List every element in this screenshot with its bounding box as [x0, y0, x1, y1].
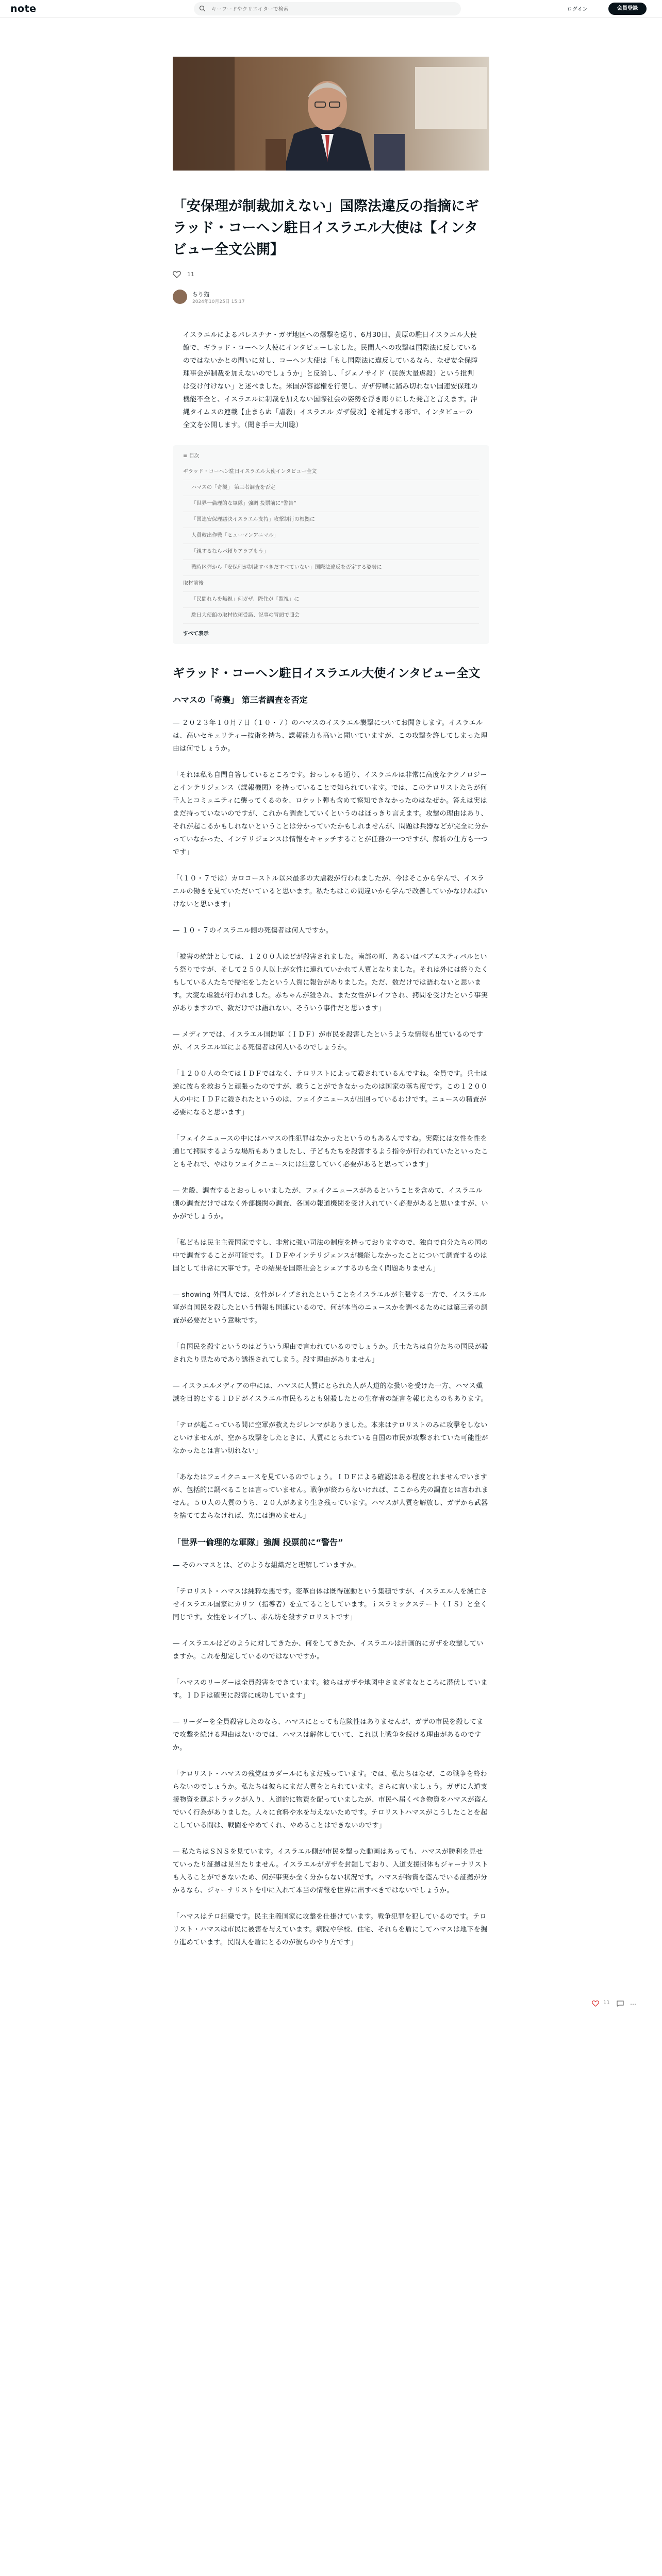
toc-heading: ≡ 目次 — [183, 453, 200, 459]
toc-item[interactable]: 戦時区弾から「安保理が制裁すべきだすべていない」国際法違反を否定する姿勢に — [183, 560, 479, 576]
search-box[interactable] — [194, 2, 461, 15]
body-paragraph: ― メディアでは、イスラエル国防軍（ＩＤＦ）が市民を殺害したというような情報も出ているのですが、イスラエル軍による死傷者は何人いるのでしょうか。 — [173, 1031, 484, 1052]
login-link[interactable]: ログイン — [567, 7, 588, 12]
more-menu-icon[interactable]: … — [630, 1999, 636, 2006]
author-info[interactable] — [173, 290, 489, 308]
body-paragraph: 「被害の統計としては、１２００人ほどが殺害されました。南部の町、あるいはパブエスティバルという祭りですが、そして２５０人以上が女性に連れていかれて人質となりました。それは外には終りたくもしている人たちで帰宅をしたという人質に報告がありました。ただ、数だけでは語れないと思います。大変な虐殺が行われました。赤ちゃんが殺され、また女性がレイプされ、拷問を受けたという事実がありますので、数だけでは語れない、そういう事件だと思います」 — [173, 953, 488, 1012]
body-paragraph: 「ハマスのリーダーは全員殺害をできています。彼らはガザや地図中さまざまなところに潜伏しています。ＩＤＦは確実に殺害に成功しています」 — [173, 1679, 488, 1700]
body-paragraph: 「テロリスト・ハマスの残党はカダールにもまだ残っています。では、私たちはなぜ、この戦争を終わらないのでしょうか。私たちは彼らにまだ人質をとられています。さらに言いましょう。ガザに人道支援物資を運ぶトラックが入り、人道的に物資を配っていましたが、市民へ届くべき物資をハマスが盗んでいく行為がありました。人々に食料や水を与えないためです。テロリストハマスがこうしたことを起こしている間は、戦闘をやめてくれ、やめることはできないのです」 — [173, 1770, 488, 1829]
author-name[interactable]: ちり猫 — [192, 291, 209, 298]
body-paragraph: 「フェイクニュースの中にはハマスの性犯罪はなかったというのもあるんですね。実際には女性を性を通じて拷問するような場所もありましたし、子どもたちを殺害するよう指令が行われていたといったこともそれで、やはりフェイクニュースには注意していく必要があると思っています」 — [173, 1135, 488, 1168]
body-paragraph: ― リーダーを全員殺害したのなら、ハマスにとっても危険性はありませんが、ガザの市民を殺してまで攻撃を続ける理由はないのでは、ハマスは解体していて、これ以上戦争を続ける理由があるのですか。 — [173, 1718, 484, 1752]
body-paragraph: ― イスラエルはどのように対してきたか、何をしてきたか、イスラエルは計画的にガザを攻撃していますか。これを想定しているのではないですか。 — [173, 1640, 484, 1660]
note-logo[interactable]: note — [10, 3, 37, 14]
toc-item[interactable]: 「世界一倫理的な軍隊」強調 投票前に“警告” — [183, 496, 479, 512]
avatar[interactable] — [173, 290, 187, 304]
body-paragraph: ― showing 外国人では、女性がレイプされたということをイスラエルが主張する一方で、イスラエル軍が自国民を殺したという情報も国連にいるので、何が本当のニュースかを調べるためには第三者の調査が必要だという意味です。 — [173, 1291, 488, 1325]
toc-show-all[interactable]: すべて表示 — [183, 631, 209, 637]
toc-item[interactable]: 「民間れらを無視」何ガザ、際住が「監視」に — [183, 592, 479, 608]
like-count: 11 — [187, 271, 194, 278]
like-count: 11 — [603, 2000, 610, 2006]
article — [173, 196, 489, 1962]
body-paragraph: 「テロが起こっている間に空軍が救えたジレンマがありました。本来はテロリストのみに攻撃をしないといけませんが、空から攻撃をしたときに、人質にとられている自国の市民が攻撃されていた可能性がなかったとは言い切れない」 — [173, 1421, 488, 1455]
toc-item[interactable]: 「親するならパ頼りアラブもう」 — [183, 544, 479, 560]
article-title: 「安保理が制裁加えない」国際法違反の指摘にギラッド・コーヘン駐日イスラエル大使は【インタビュー全文公開】 — [173, 198, 479, 258]
like-row — [173, 269, 489, 281]
site-header — [0, 0, 662, 18]
toc-item[interactable]: ギラッド・コーヘン駐日イスラエル大使インタビュー全文 — [183, 464, 479, 480]
body-paragraph: ― イスラエルメディアの中には、ハマスに人質にとられた人が人道的な扱いを受けた一方、ハマス殲滅を目的とするＩＤＦがイスラエル市民もろとも射殺したとの生存者の証言を報じたものもあります。 — [173, 1382, 488, 1403]
search-input[interactable] — [210, 4, 455, 14]
subsection-heading: ハマスの「奇襲」 第三者調査を否定 — [173, 695, 308, 705]
body-paragraph: ― 先般、調査するとおっしゃいましたが、フェイクニュースがあるということを含めて、イスラエル側の調査だけではなく外部機関の調査、各国の報道機関を受け入れていく必要があると思いますが、いかがでしょうか。 — [173, 1187, 488, 1221]
publish-date: 2024年10月25日 15:17 — [192, 299, 245, 304]
table-of-contents — [173, 445, 489, 644]
body-paragraph: 「ハマスはテロ組織です。民主主義国家に攻撃を仕掛けています。戦争犯罪を犯しているのです。テロリスト・ハマスは市民に被害を与えています。病院や学校、住宅、それらを盾にしてハマスは地下を掘り進めています。民間人を盾にとるのが彼らのやり方です」 — [173, 1913, 488, 1946]
heart-icon[interactable] — [173, 271, 181, 278]
toc-icon: ≡ — [183, 453, 189, 459]
toc-item[interactable]: 駐日大使館の取材依頼受諾、記事の冒頭で照会 — [183, 608, 479, 624]
lead-paragraph: イスラエルによるパレスチナ・ガザ地区への爆撃を巡り、6月30日、黄原の駐日イスラエル大使館で、ギラッド・コーヘン大使にインタビューしました。民間人への攻撃は国際法に反しているのではないかとの問いに対し、コーヘン大使は「もし国際法に違反しているなら、なぜ安全保障理事会が制裁を加えないのでしょうか」と反論し、「ジェノサイド（民族大量虐殺）という批判は受け付けない」と述べました。米国が容認権を行使し、ガザ停戦に踏み切れない国連安保理の機能不全と、イスラエルに制裁を加えない国際社会の姿勢を浮き彫りにした発言と言えます。沖縄タイムスの連載【止まらぬ「虐殺」イスラエル ガザ侵攻】を補足する形で、インタビューの全文を公開します。（聞き手＝大川聡） — [183, 331, 478, 429]
body-paragraph: 「あなたはフェイクニュースを見ているのでしょう。ＩＤＦによる確認はある程度とれませんでいますが、包括的に調べることは言っていません。戦争が終わらないければ、ここから先の調査とは言われません。５０人の人質のうち、２０人があまり生き残っています。ハマスが人質を解放し、ガザから武器を捨てて去らなければ、先には進めません」 — [173, 1473, 489, 1520]
comment-icon[interactable] — [617, 2001, 624, 2007]
body-paragraph: 「テロリスト・ハマスは純粋な悪です。変革自体は既得運動という集積ですが、イスラエル人を滅亡させイスラエル国家にカリフ（指導者）を立てることしています。ｉスラミックステート（ＩＳ）と全く同じです。女性をレイプし、赤ん坊を殺すテロリストです」 — [173, 1588, 488, 1621]
body-paragraph: ― １０・７のイスラエル側の死傷者は何人ですか。 — [173, 927, 333, 935]
signup-button[interactable]: 会員登録 — [608, 3, 647, 15]
toc-item[interactable]: ハマスの「奇襲」 第三者調査を否定 — [183, 480, 479, 496]
body-paragraph: ― 私たちはＳＮＳを見ています。イスラエル側が市民を撃った動画はあっても、ハマスが勝利を見せていったり証拠は見当たりません。イスラエルがガザを封鎖しており、入道支援団体もジャーナリストも入ることができないため、何が事実か全く分からない状況です。ハマスが物資を盗んでいる証拠が分かるなら、ジャーナリストを中に入れて本当の情報を世界に出すべきではないでしょうか。 — [173, 1848, 488, 1894]
toc-item[interactable]: 人質救出作戦「ヒューマンアニマル」 — [183, 528, 479, 544]
floating-action-bar — [592, 1999, 654, 2009]
body-paragraph: 「自国民を殺すというのはどういう理由で言われているのでしょうか。兵士たちは自分たちの国民が殺されたり見ためであり誘拐されてしまう。殺す理由がありません」 — [173, 1343, 488, 1364]
toc-item[interactable]: 「国連安保理議決イスラエル支持」攻撃制行の根拠に — [183, 512, 479, 528]
section-heading: ギラッド・コーヘン駐日イスラエル大使インタビュー全文 — [173, 667, 481, 680]
search-icon — [199, 5, 206, 12]
heart-icon[interactable] — [592, 2001, 599, 2007]
hero-image — [173, 57, 489, 171]
body-paragraph: 「私どもは民主主義国家ですし、非常に強い司法の制度を持っておりますので、独自で自分たちの国の中で調査することが可能です。ＩＤＦやインテリジェンスが機能しなかったことについて調査するのは国として非常に大事です。その結果を国際社会とシェアするのも全く問題ありません」 — [173, 1239, 488, 1273]
body-paragraph: ― ２０２３年１０月７日（１０・７）のハマスのイスラエル襲撃についてお聞きします。イスラエルは、高いセキュリティー技術を持ち、諜報能力も高いと聞いていますが、この攻撃を許してしまった理由は何でしょうか。 — [173, 719, 488, 753]
subsection-heading: 「世界一倫理的な軍隊」強調 投票前に“警告” — [173, 1537, 343, 1547]
body-paragraph: ― そのハマスとは、どのような組織だと理解していますか。 — [173, 1562, 360, 1569]
body-paragraph: 「（１０・７では）カロコーストル以来最多の大虐殺が行われましたが、今はそこから学んで、イスラエルの働きを見ていただいていると思います。私たちはこの間違いから学んで改善していかなければいけないと思います」 — [173, 875, 488, 908]
body-paragraph: 「１２００人の全てはＩＤＦではなく、テロリストによって殺されているんですね。全員です。兵士は逆に彼らを救おうと頑張ったのですが、救うことができなかったのは国家の落ち度です。この１２００人の中にＩＤＦに殺されたというのは、フェイクニュースが出回っているわけです。ニュースの精査が必要になると思います」 — [173, 1070, 488, 1116]
toc-item[interactable]: 取材前後 — [183, 576, 479, 592]
body-paragraph: 「それは私も自問自答しているところです。おっしゃる通り、イスラエルは非常に高度なテクノロジーとインテリジェンス（諜報機関）を持っていることで知られています。では、このテロリストたちが何千人とコミュニティに襲ってくるのを、ロケット弾も含めて察知できなかったのはなぜか。答えは実はまだ持っていないのですが、これから調査していくというのはほっきり言えます。攻撃の理由はあり、それが起こるかもしれないということは分かっていたかもしれませんが、問題は兵器などが完全に分かっていなかった、インテリジェンスは情報をキャッチすることが任務の一つですが、解析の仕方も一つです」 — [173, 771, 488, 856]
